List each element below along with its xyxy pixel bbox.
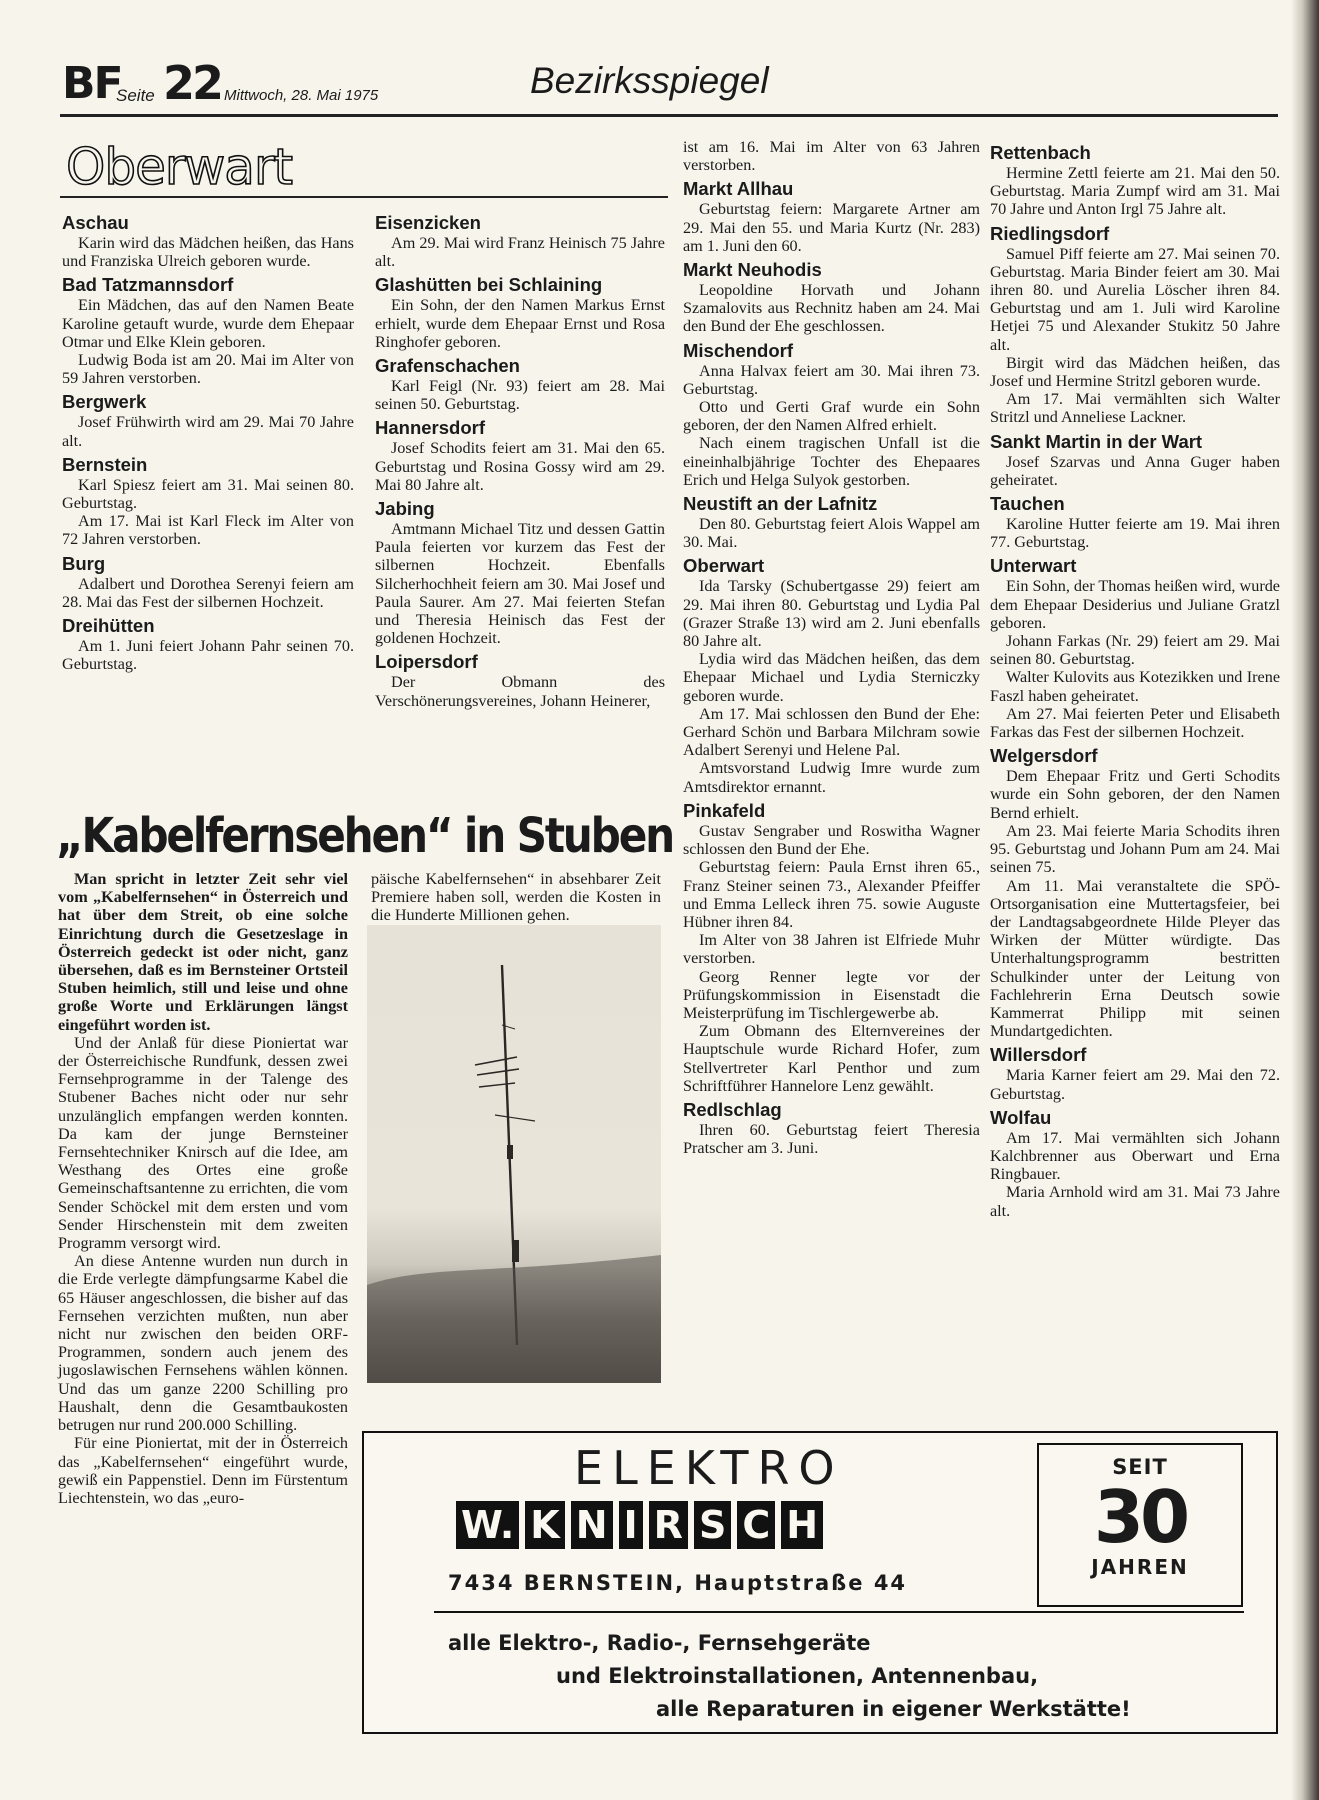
news-item: Walter Kulovits aus Kotezikken und Irene Faszl haben geheiratet.: [990, 668, 1280, 705]
news-item: Ein Mädchen, das auf den Namen Beate Karoline getauft wurde, wurde dem Ehepaar Otmar und Elke Klein geboren.: [62, 296, 354, 351]
place-heading: Unterwart: [990, 555, 1077, 577]
place-heading: Rettenbach: [990, 142, 1091, 163]
ad-name-letter: N: [571, 1501, 613, 1549]
news-item: Ihren 60. Geburtstag feiert Theresia Pratscher am 3. Juni.: [683, 1120, 980, 1158]
news-item: Johann Farkas (Nr. 29) feiert am 29. Mai seinen 80. Geburtstag.: [990, 632, 1280, 669]
ad-services-line-2: und Elektroinstallationen, Antennenbau,: [556, 1664, 1039, 1688]
news-item: Dem Ehepaar Fritz und Gerti Schodits wurde ein Sohn geboren, der den Namen Bernd erhielt.: [990, 767, 1280, 822]
place-heading: Neustift an der Lafnitz: [683, 493, 878, 515]
ad-name-letter: C: [737, 1501, 775, 1549]
place-heading: Welgersdorf: [990, 745, 1098, 767]
news-item: Geburtstag feiern: Margarete Artner am 29. Mai den 55. und Maria Kurtz (Nr. 283) am 1. Juni den 60.: [683, 200, 980, 255]
issue-date: Mittwoch, 28. Mai 1975: [224, 87, 379, 104]
place-heading: Loipersdorf: [375, 651, 478, 673]
place-heading: Bergwerk: [62, 391, 147, 413]
news-item: Anna Halvax feiert am 30. Mai ihren 73. Geburtstag.: [683, 361, 980, 398]
ad-divider: [434, 1611, 1244, 1613]
ad-services-line-1: alle Elektro-, Radio-, Fernsehgeräte: [448, 1631, 871, 1655]
news-item: Ludwig Boda ist am 20. Mai im Alter von 59 Jahren verstorben.: [62, 351, 354, 388]
ad-years: 30: [1093, 1475, 1187, 1559]
ad-services-line-3: alle Reparaturen in eigener Werkstätte!: [656, 1697, 1131, 1721]
news-item: Otto und Gerti Graf wurde ein Sohn geboren, der den Namen Alfred erhielt.: [683, 398, 980, 435]
column-3: [683, 138, 980, 1157]
place-heading: Pinkafeld: [683, 799, 766, 821]
masthead-logo: BF: [62, 58, 122, 109]
masthead-seite-label: Seite: [116, 86, 155, 105]
place-heading: Riedlingsdorf: [990, 222, 1110, 244]
place-heading: Tauchen: [990, 493, 1065, 515]
story-column-1: [58, 870, 348, 1507]
place-heading: Glashütten bei Schlaining: [375, 274, 603, 296]
news-item: Hermine Zettl feierte am 21. Mai den 50. Geburtstag. Maria Zumpf wird am 31. Mai 70 Jahre und Anton Irgl 75 Jahre alt.: [990, 164, 1280, 219]
news-item: Gustav Sengraber und Roswitha Wagner schlossen den Bund der Ehe.: [683, 821, 980, 859]
ad-name-letter: R: [649, 1501, 688, 1549]
antenna-photo: [367, 925, 661, 1383]
ad-company-name: [456, 1501, 823, 1549]
news-item: Am 11. Mai veranstaltete die SPÖ-Ortsorganisation eine Muttertagsfeier, bei der Landtagsabgeordnete Hilde Pleyer das Wirken der Mütter würdigte. Das Unterhaltungsprogramm bestritten Schulkinder unter der Leitung von Fachlehrerin Erna Deutsch sowie Kammerrat Philipp mit seinen Mundartgedichten.: [990, 876, 1280, 1041]
column-4: [990, 138, 1280, 1220]
news-item: Am 1. Juni feiert Johann Pahr seinen 70. Geburtstag.: [62, 637, 354, 674]
masthead-rule: [60, 114, 1278, 117]
elektro-knirsch-advertisement: [362, 1431, 1278, 1734]
news-item: Josef Frühwirth wird am 29. Mai 70 Jahre alt.: [62, 413, 354, 450]
place-heading: Oberwart: [683, 555, 765, 577]
news-item: ist am 16. Mai im Alter von 63 Jahren verstorben.: [683, 138, 980, 175]
ad-name-letter: W.: [456, 1501, 519, 1549]
news-item: Am 27. Mai feierten Peter und Elisabeth Farkas das Fest der silbernen Hochzeit.: [990, 704, 1280, 742]
page-edge-shadow: [1291, 0, 1319, 1800]
column-1: [62, 208, 354, 673]
news-item: Karoline Hutter feierte am 19. Mai ihren 77. Geburtstag.: [990, 515, 1280, 552]
section-title: Bezirksspiegel: [530, 60, 769, 101]
place-heading: Mischendorf: [683, 339, 793, 361]
news-item: Adalbert und Dorothea Serenyi feiern am 28. Mai das Fest der silbernen Hochzeit.: [62, 574, 354, 611]
news-item: Leopoldine Horvath und Johann Szamalovits aus Rechnitz haben am 24. Mai den Bund der Ehe geschlossen.: [683, 281, 980, 336]
ad-jahren: JAHREN: [1091, 1555, 1189, 1579]
news-item: Im Alter von 38 Jahren ist Elfriede Muhr verstorben.: [683, 931, 980, 968]
story-paragraph: Für eine Pioniertat, mit der in Österreich das „Kabelfernsehen“ eingeführt wurde, gewiß ein Pappenstiel. Denn im Fürstentum Liechtenstein, wo das „euro-: [58, 1434, 348, 1507]
place-heading: Dreihütten: [62, 615, 155, 637]
story-headline: „Kabelfernsehen“ in Stuben: [56, 808, 674, 864]
news-item: Karl Feigl (Nr. 93) feiert am 28. Mai seinen 50. Geburtstag.: [375, 377, 665, 414]
place-heading: Jabing: [375, 498, 435, 520]
ad-anniversary-box: [1037, 1443, 1243, 1607]
page-number: 22: [163, 56, 222, 110]
story-paragraph: An diese Antenne wurden nun durch in die Erde verlegte dämpfungsarme Kabel die 65 Häuser angeschlossen, die bisher auf das Fernsehen verzichten mußten, nun aber nicht nur zwischen den beiden ORF-Programmen, sondern auch jenem des jugoslawischen Fernsehens wählen können. Und das um ganze 2200 Schilling pro Haushalt, denn die Gesamtbaukosten betrugen nur rund 200.000 Schilling.: [58, 1252, 348, 1435]
news-item: Ein Sohn, der den Namen Markus Ernst erhielt, wurde dem Ehepaar Ernst und Rosa Ringhofer geboren.: [375, 296, 665, 351]
news-item: Maria Arnhold wird am 31. Mai 73 Jahre alt.: [990, 1183, 1280, 1220]
news-item: Am 29. Mai wird Franz Heinisch 75 Jahre alt.: [375, 234, 665, 271]
story-paragraph: Und der Anlaß für diese Pioniertat war der Österreichische Rundfunk, dessen zwei Fernsehprogramme in der Talenge des Stubener Baches nicht oder nur sehr unzulänglich empfangen werden konnten. Da kam der junge Bernsteiner Fernsehtechniker Knirsch auf die Idee, am Westhang des Ortes eine große Gemeinschaftsantenne zu errichten, die vom Sender Schöckel mit dem ersten und vom Sender Hirschenstein mit dem zweiten Programm versorgt wird.: [58, 1033, 348, 1253]
place-heading: Wolfau: [990, 1106, 1052, 1128]
story-column-2: [371, 870, 661, 925]
place-heading: Redlschlag: [683, 1098, 782, 1120]
place-heading: Grafenschachen: [375, 355, 520, 377]
place-heading: Willersdorf: [990, 1044, 1087, 1066]
news-item: Josef Schodits feiert am 31. Mai den 65. Geburtstag und Rosina Gossy wird am 29. Mai 80 Jahre alt.: [375, 439, 665, 494]
ad-name-letter: I: [619, 1501, 643, 1549]
ad-address: 7434 BERNSTEIN, Hauptstraße 44: [448, 1571, 908, 1595]
news-item: Ein Sohn, der Thomas heißen wird, wurde dem Ehepaar Desiderius und Juliane Gratzl geboren.: [990, 577, 1280, 632]
place-heading: Hannersdorf: [375, 417, 485, 439]
news-item: Am 23. Mai feierte Maria Schodits ihren 95. Geburtstag und Johann Pum am 24. Mai seinen 75.: [990, 821, 1280, 877]
news-item: Am 17. Mai vermählten sich Walter Stritzl und Anneliese Lackner.: [990, 390, 1280, 427]
news-item: Josef Szarvas und Anna Guger haben geheiratet.: [990, 452, 1280, 489]
place-heading: Bernstein: [62, 453, 148, 475]
news-item: Georg Renner legte vor der Prüfungskommission in Eisenstadt die Meisterprüfung im Tischlergewerbe ab.: [683, 967, 980, 1022]
news-item: Lydia wird das Mädchen heißen, das dem Ehepaar Michael und Lydia Sterniczky geboren wurde.: [683, 650, 980, 705]
story-lead: Man spricht in letzter Zeit sehr viel vom „Kabelfernsehen“ in Österreich und hat über dem Streit, ob eine solche Einrichtung durch die Gesetzeslage in Österreich gedeckt ist oder nicht, ganz übersehen, daß es im Bernsteiner Ortsteil Stuben heimlich, still und leise und ohne große Worte und Erklärungen längst eingeführt worden ist.: [58, 870, 348, 1034]
news-item: Karin wird das Mädchen heißen, das Hans und Franziska Ulreich geboren wurde.: [62, 234, 354, 271]
news-item: Zum Obmann des Elternvereines der Hauptschule wurde Richard Hofer, zum Stellvertreter Karl Penthor und zum Schriftführer Hannelore Lenz gewählt.: [683, 1022, 980, 1095]
news-item: Birgit wird das Mädchen heißen, das Josef und Hermine Stritzl geboren wurde.: [990, 353, 1280, 391]
place-heading: Burg: [62, 552, 106, 574]
news-item: Amtsvorstand Ludwig Imre wurde zum Amtsdirektor ernannt.: [683, 759, 980, 796]
oberwart-district-title: Oberwart: [66, 138, 293, 196]
news-item: Nach einem tragischen Unfall ist die eineinhalbjährige Tochter des Ehepaares Erich und Helga Sulyok gestorben.: [683, 434, 980, 489]
news-item: Karl Spiesz feiert am 31. Mai seinen 80. Geburtstag.: [62, 475, 354, 513]
place-heading: Sankt Martin in der Wart: [990, 430, 1203, 452]
place-heading: Aschau: [62, 212, 129, 233]
news-item: Amtmann Michael Titz und dessen Gattin Paula feierten vor kurzem das Fest der silbernen Hochzeit. Ebenfalls Silcherhochheit feiern am 30. Mai Josef und Paula Saurer. Am 27. Mai feierten Stefan und Theresia Heinisch das Fest der goldenen Hochzeit.: [375, 520, 665, 648]
news-item: Den 80. Geburtstag feiert Alois Wappel am 30. Mai.: [683, 515, 980, 552]
ad-seit: SEIT: [1112, 1455, 1168, 1479]
news-item: Samuel Piff feierte am 27. Mai seinen 70. Geburtstag. Maria Binder feiert am 30. Mai ihren 80. und Aurelia Löscher ihren 84. Geburtstag und am 1. Juli wird Karoline Hetjei 75 und Alexander Stukitz 50 Jahre alt.: [990, 244, 1280, 354]
place-heading: Bad Tatzmannsdorf: [62, 274, 234, 296]
place-heading: Markt Allhau: [683, 178, 794, 200]
news-item: Der Obmann des Verschönerungsvereines, Johann Heinerer,: [375, 673, 665, 710]
news-item: Am 17. Mai schlossen den Bund der Ehe: Gerhard Schön und Barbara Milchram sowie Adalbert Serenyi und Helene Pal.: [683, 704, 980, 760]
news-item: Ida Tarsky (Schubertgasse 29) feiert am 29. Mai ihren 80. Geburtstag und Lydia Pal (Grazer Straße 13) wird am 2. Juni ebenfalls 80 Jahre alt.: [683, 577, 980, 651]
ad-name-letter: H: [781, 1501, 823, 1549]
news-item: Am 17. Mai ist Karl Fleck im Alter von 72 Jahren verstorben.: [62, 512, 354, 549]
news-item: Maria Karner feiert am 29. Mai den 72. Geburtstag.: [990, 1066, 1280, 1103]
news-item: Geburtstag feiern: Paula Ernst ihren 65., Franz Steiner seinen 73., Alexander Pfeiffer und Emma Lelleck ihren 75. sowie Auguste Hübner ihren 84.: [683, 858, 980, 931]
ad-name-letter: S: [694, 1501, 731, 1549]
column-2: [375, 208, 665, 710]
place-heading: Markt Neuhodis: [683, 259, 822, 281]
story-continuation: päische Kabelfernsehen“ in absehbarer Zeit Premiere haben soll, werden die Kosten in die Hunderte Millionen gehen.: [371, 870, 661, 925]
ad-name-letter: K: [525, 1501, 564, 1549]
place-heading: Eisenzicken: [375, 212, 481, 233]
antenna-mast-graphic: [367, 925, 661, 1383]
news-item: Am 17. Mai vermählten sich Johann Kalchbrenner aus Oberwart und Erna Ringbauer.: [990, 1128, 1280, 1184]
ad-elektro-heading: ELEKTRO: [574, 1441, 844, 1495]
oberwart-rule: [60, 196, 668, 198]
